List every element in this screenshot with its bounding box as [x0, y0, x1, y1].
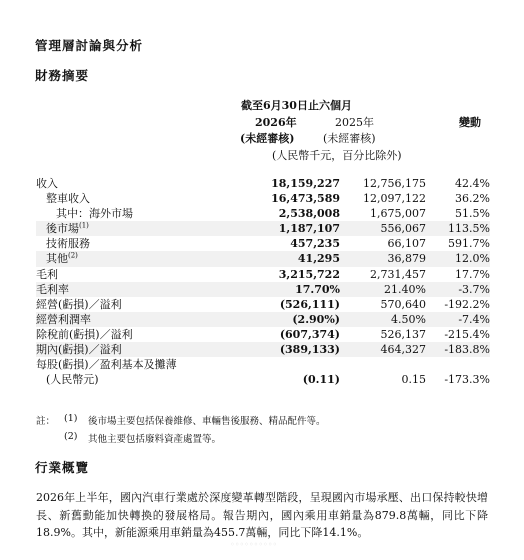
value-2026: 3,215,722 — [278, 267, 340, 281]
value-2025: 464,327 — [340, 342, 426, 357]
value-2025: 556,067 — [340, 221, 426, 236]
row-label — [36, 282, 236, 297]
header-change: 變動 — [459, 116, 481, 129]
value-2026: (2.90%) — [236, 312, 340, 327]
table-row — [36, 236, 490, 251]
table-row — [36, 282, 490, 297]
row-label-text: 除稅前(虧損)／溢利 — [36, 327, 133, 341]
value-2026: 457,235 — [290, 237, 340, 251]
value-change: 51.5% — [455, 207, 490, 221]
value-change: -3.7% — [426, 282, 490, 297]
value-2025: 0.15 — [401, 373, 426, 387]
row-label-text: 整車收入 — [46, 192, 90, 206]
value-2026: 17.70% — [236, 282, 340, 297]
value-2025 — [340, 357, 426, 372]
value-change: -7.4% — [426, 312, 490, 327]
row-label — [36, 236, 236, 251]
table-row — [36, 312, 490, 327]
row-label — [36, 327, 236, 342]
value-change: 17.7% — [455, 267, 490, 281]
section-title-financial-summary: 財務摘要 — [35, 68, 90, 83]
row-label — [36, 372, 236, 387]
value-2026 — [236, 357, 340, 372]
header-period: 截至6月30日止六個月 — [241, 99, 352, 112]
value-2025: 66,107 — [387, 237, 426, 251]
row-label-text: 其中：海外市場 — [56, 207, 133, 221]
row-label — [36, 357, 236, 372]
row-label-text: 經營(虧損)／溢利 — [36, 297, 122, 311]
row-label — [36, 297, 236, 312]
value-change: -215.4% — [444, 327, 490, 341]
value-change: 591.7% — [448, 237, 490, 251]
row-label — [36, 312, 236, 327]
table-row — [36, 191, 490, 206]
table-row — [36, 342, 490, 357]
value-2025: 21.40% — [340, 282, 426, 297]
value-change: -183.8% — [426, 342, 490, 357]
row-label-text: (人民幣元) — [46, 373, 99, 387]
value-change: -192.2% — [444, 297, 490, 311]
note-1-number: (1) — [64, 413, 78, 424]
row-label-text: 經營利潤率 — [36, 312, 91, 326]
value-change: 12.0% — [426, 251, 490, 266]
table-row — [36, 176, 490, 191]
note-2-text: 其他主要包括廢料資產處置等。 — [88, 434, 222, 445]
value-2026: (607,374) — [279, 327, 340, 341]
value-change — [426, 357, 490, 372]
row-label-text: 期內(虧損)／溢利 — [36, 343, 122, 357]
value-2026: 2,538,008 — [278, 207, 340, 221]
row-label-text: 其他 — [46, 252, 68, 266]
table-row — [36, 372, 490, 387]
value-2025: 1,675,007 — [370, 207, 426, 221]
value-2026: (526,111) — [279, 297, 340, 311]
row-label — [36, 176, 236, 191]
header-year-2025: 2025年 — [335, 116, 374, 129]
value-2026: (389,133) — [236, 342, 340, 357]
value-2026: (0.11) — [302, 373, 340, 387]
row-label-text: 技術服務 — [46, 237, 90, 251]
note-prefix: 註： — [36, 416, 56, 427]
value-change: 42.4% — [455, 177, 490, 190]
value-2026: 41,295 — [236, 251, 340, 266]
industry-overview-paragraph: 2026年上半年，國內汽車行業處於深度變革轉型階段，呈現國內市場承壓、出口保持較快增長、新舊動能加快轉換的發展格局。報告期內，國內乘用車銷量為879.8萬輛，同比下降18.9%。其中，新能源乘用車銷量為455.7萬輛，同比下降14.1%。 — [36, 491, 488, 539]
table-row — [36, 221, 490, 236]
watermark: ◦◦◦◦◦◦◦◦◦◦ — [230, 540, 278, 549]
header-units: (人民幣千元，百分比除外) — [272, 149, 402, 162]
table-row — [36, 206, 490, 221]
header-unaudited-2026: (未經審核) — [240, 132, 295, 145]
row-label-text: 每股(虧損)／盈利基本及攤薄 — [36, 358, 177, 372]
row-label-text: 毛利 — [36, 267, 58, 281]
table-row — [36, 297, 490, 312]
table-row — [36, 327, 490, 342]
row-label — [36, 206, 236, 221]
row-label-text: 收入 — [36, 177, 58, 190]
value-2026: 1,187,107 — [236, 221, 340, 236]
row-label-text: 後市場 — [46, 222, 79, 236]
header-unaudited-2025: (未經審核) — [323, 132, 376, 145]
section-title-mdna: 管理層討論與分析 — [35, 38, 144, 53]
value-change: 113.5% — [426, 221, 490, 236]
header-year-2026: 2026年 — [255, 116, 297, 129]
value-2025: 12,097,122 — [363, 192, 426, 206]
footnote-ref: (1) — [79, 221, 89, 230]
financial-summary-table — [36, 176, 490, 387]
value-2025: 36,879 — [340, 251, 426, 266]
row-label — [36, 191, 236, 206]
row-label — [36, 251, 236, 266]
table-row — [36, 251, 490, 266]
value-2025: 526,137 — [380, 327, 426, 341]
value-2025: 570,640 — [380, 297, 426, 311]
note-2-number: (2) — [64, 431, 78, 442]
row-label — [36, 267, 236, 282]
note-1-text: 後市場主要包括保養維修、車輛售後服務、精品配件等。 — [88, 416, 326, 427]
row-label — [36, 342, 236, 357]
table-row — [36, 267, 490, 282]
value-change: 36.2% — [455, 192, 490, 206]
footnote-ref: (2) — [68, 251, 78, 260]
value-2026: 16,473,589 — [271, 192, 340, 206]
table-row — [36, 357, 490, 372]
section-title-industry-overview: 行業概覽 — [35, 460, 90, 475]
value-2026: 18,159,227 — [271, 177, 340, 190]
value-2025: 2,731,457 — [370, 267, 426, 281]
row-label-text: 毛利率 — [36, 282, 69, 296]
value-2025: 4.50% — [340, 312, 426, 327]
value-change: -173.3% — [444, 373, 490, 387]
value-2025: 12,756,175 — [363, 177, 426, 190]
row-label — [36, 221, 236, 236]
